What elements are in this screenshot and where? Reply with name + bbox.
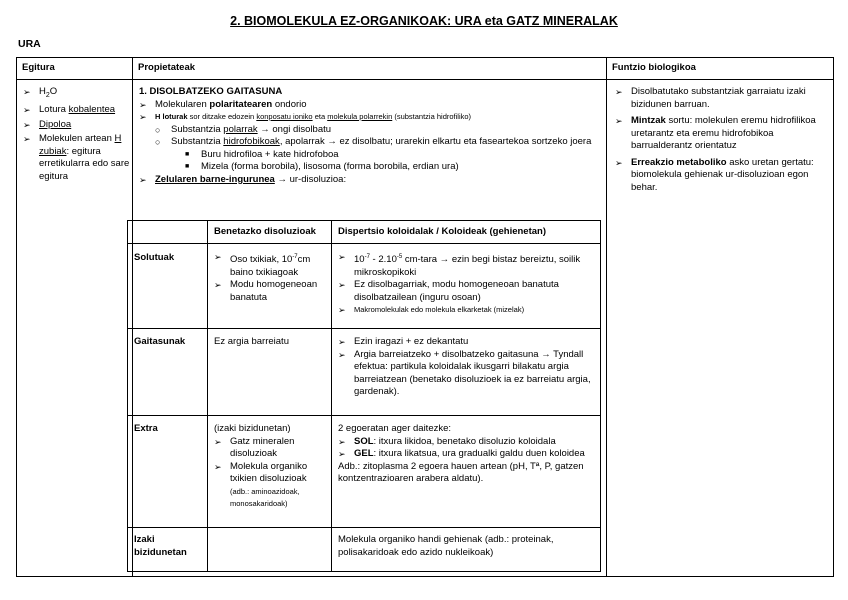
header-egitura: Egitura: [22, 62, 55, 73]
funtzioa-f3-b: asko uretan gertatu: biomolekula gehienak ur-disoluzioan egon behar.: [631, 156, 814, 193]
sol-b1-sup: -7: [292, 254, 298, 260]
ext-d0: 2 egoeratan ager daitezke:: [338, 423, 452, 434]
list-item: [23, 119, 131, 132]
funtzioa-f3-a: Erreakzio metaboliko: [631, 156, 727, 168]
sol-d1-s1: -7: [364, 254, 370, 260]
circle-bullet-icon: ○: [155, 124, 161, 135]
prop-s2-b: hidrofobikoak: [223, 136, 280, 147]
dipoloa-text: Dipoloa: [39, 118, 72, 130]
izaki-dispertsio: Molekula organiko handi gehienak (adb.: proteinak, polisakaridoak edo azido nukleikoak): [338, 534, 554, 558]
disoluzio-table: [127, 220, 601, 572]
sol-d2: Ez disolbagarriak, modu homogeneoan banatuta disolbatzailean (inguru osoan): [354, 279, 559, 303]
column-divider: [331, 221, 332, 571]
lotura-underlined: kobalentea: [68, 104, 116, 116]
prop-b3-a: Zelularen barne-ingurunea: [155, 173, 275, 185]
arrow-bullet-icon: ➢: [214, 280, 222, 291]
sol-b2: Modu homogeneoan banatuta: [230, 279, 318, 303]
list-item: [338, 436, 596, 449]
list-item: [139, 111, 609, 124]
header-funtzioa: Funtzio biologikoa: [612, 62, 696, 73]
ext-b0: (izaki bizidunetan): [214, 423, 291, 434]
list-item: [23, 86, 131, 102]
arrow-bullet-icon: ➢: [139, 99, 147, 110]
arrow-bullet-icon: ➢: [23, 105, 31, 116]
row-divider: [128, 527, 600, 528]
ext-d2-a: GEL: [354, 448, 374, 459]
list-item: [214, 251, 326, 279]
ext-b3: (adb.: aminoazidoak, monosakaridoak): [230, 486, 300, 508]
funtzioa-list: [615, 86, 825, 196]
row-divider: [128, 243, 600, 244]
prop-b2-d: eta: [312, 112, 328, 121]
arrow-bullet-icon: ➢: [214, 436, 222, 447]
h-zubiak-text: H zubiak: [39, 133, 122, 157]
sol-d1-b: - 2.10: [369, 254, 397, 266]
header-divider: [17, 79, 833, 80]
header-benetako: Benetazko disoluzioak: [214, 226, 316, 237]
gaitasunak-benetako: Ez argia barreiatu: [214, 336, 289, 347]
list-item: [338, 349, 596, 399]
extra-dispertsio: [338, 423, 596, 486]
ext-d1-b: : itxura likidoa, benetako disoluzio koloidala: [373, 435, 556, 447]
list-item: [139, 149, 609, 162]
sol-b1-a: Oso txikiak, 10: [230, 254, 293, 266]
h2o-text: H: [39, 86, 46, 97]
prop-s1-c: → ongi disolbatu: [257, 123, 332, 135]
molekulen-text-end: : egitura erretikularra edo sare egitura: [39, 145, 130, 182]
list-item: [214, 436, 328, 461]
list-item: [139, 136, 609, 149]
square-bullet-icon: ■: [185, 163, 190, 170]
arrow-bullet-icon: ➢: [338, 252, 346, 262]
arrow-bullet-icon: ➢: [214, 252, 222, 262]
list-item: [214, 461, 328, 511]
arrow-bullet-icon: ➢: [615, 116, 623, 126]
ext-d2-b: : itxura likatsua, ura gradualki galdu duen koloidea: [373, 448, 585, 459]
prop-b3-b: → ur-disoluzioa:: [274, 173, 347, 185]
extra-benetako: [214, 423, 328, 511]
arrow-bullet-icon: ➢: [615, 87, 623, 97]
row-label-gaitasunak: Gaitasunak: [134, 336, 186, 347]
h2o-text-end: O: [49, 86, 58, 97]
arrow-bullet-icon: ➢: [338, 305, 346, 316]
gait-d2: Argia barreiatzeko + disolbatzeko gaitasuna → Tyndall efektua: partikula koloidalak ikusgarri bilakatu argia barreiatzean (benetako disoluzioek ia ez barreiatu argia, gardenak).: [354, 348, 591, 397]
prop-b2-c: konposatu ioniko: [256, 112, 313, 121]
funtzioa-f2-b: sortu: molekulen eremu hidrofilikoa uretarantz eta eremu hidrofobikoa barrualderantz orientatuz: [631, 115, 816, 151]
page-title: 2. BIOMOLEKULA EZ-ORGANIKOAK: URA eta GATZ MINERALAK: [230, 14, 618, 28]
solutuak-benetako: [214, 251, 326, 304]
prop-b1-a: Molekularen: [155, 98, 210, 110]
prop-b2-e: molekula polarrekin: [327, 112, 393, 121]
row-label-extra: Extra: [134, 423, 158, 434]
list-item: [338, 448, 596, 461]
arrow-bullet-icon: ➢: [615, 157, 623, 168]
prop-b1-b: polaritatearen: [209, 98, 273, 110]
list-item: [139, 174, 609, 187]
row-divider: [128, 415, 600, 416]
arrow-bullet-icon: ➢: [338, 349, 346, 360]
h2o-subscript: 2: [45, 91, 50, 99]
list-item: [139, 161, 609, 174]
propietateak-content: [139, 86, 609, 186]
prop-s2-a: Substantzia: [171, 136, 224, 147]
prop-s2-c: , apolarrak → ez disolbatu; urarekin elkartu eta faseartekoa sortzeko joera: [279, 136, 592, 147]
lotura-text: Lotura: [39, 104, 69, 116]
list-item: [338, 279, 596, 304]
list-item: [615, 157, 825, 195]
ext-d3: Adb.: zitoplasma 2 egoera hauen artean (pH, Tª, P, gatzen kontzentrazioaren arabera aldatu).: [338, 460, 584, 484]
arrow-bullet-icon: ➢: [23, 119, 31, 130]
row-divider: [128, 328, 600, 329]
list-item: [139, 99, 609, 112]
prop-heading: 1. DISOLBATZEKO GAITASUNA: [139, 86, 283, 97]
gait-d1: Ezin iragazi + ez dekantatu: [354, 336, 469, 347]
header-dispertsio-b: Koloideak (gehienetan): [441, 226, 546, 237]
ext-b2: Molekula organiko txikien disoluzioak: [230, 460, 308, 484]
prop-b2-a: H loturak: [155, 112, 188, 121]
header-dispertsio: [338, 226, 546, 239]
prop-s1-a: Substantzia: [171, 123, 224, 135]
list-item: [23, 133, 131, 183]
sol-d1-a: 10: [354, 254, 365, 266]
header-dispertsio-a: Dispertsio koloidalak /: [338, 226, 442, 237]
list-item: [214, 279, 326, 304]
arrow-bullet-icon: ➢: [338, 436, 346, 447]
prop-b2-b: sor ditzake edozein: [187, 112, 257, 121]
arrow-bullet-icon: ➢: [23, 87, 31, 97]
ext-b1: Gatz mineralen disoluzioak: [230, 435, 295, 459]
column-divider: [207, 221, 208, 571]
arrow-bullet-icon: ➢: [338, 337, 346, 347]
molekulen-text: Molekulen artean: [39, 133, 115, 145]
section-heading: URA: [18, 38, 41, 50]
prop-s1-b: polarrak: [223, 123, 258, 135]
prop-t1: Buru hidrofiloa + kate hidrofoboa: [201, 148, 339, 160]
arrow-bullet-icon: ➢: [23, 134, 31, 145]
sol-d1-c: cm-tara → ezin begi bistaz bereiztu, soilik mikroskopikoki: [354, 254, 581, 278]
arrow-bullet-icon: ➢: [139, 112, 147, 122]
solutuak-dispertsio: [338, 251, 596, 317]
list-item: [338, 304, 596, 317]
list-item: [23, 104, 131, 117]
prop-t2: Mizela (forma borobila), lisosoma (forma borobila, erdian ura): [201, 161, 459, 172]
arrow-bullet-icon: ➢: [338, 280, 346, 291]
row-label-izaki: Izaki bizidunetan: [134, 534, 187, 558]
egitura-list: [23, 86, 131, 185]
list-item: [338, 336, 596, 349]
funtzioa-f1: Disolbatutako substantziak garraiatu izaki bizidunen barruan.: [631, 86, 806, 110]
arrow-bullet-icon: ➢: [139, 174, 147, 185]
arrow-bullet-icon: ➢: [214, 461, 222, 472]
funtzioa-f2-a: Mintzak: [631, 115, 666, 126]
header-propietateak: Propietateak: [138, 62, 196, 73]
circle-bullet-icon: ○: [155, 137, 161, 147]
gaitasunak-dispertsio: [338, 336, 596, 399]
list-item: [139, 124, 609, 137]
list-item: [615, 115, 825, 153]
prop-b2-f: (substantzia hidrofiliko): [392, 112, 472, 121]
list-item: [615, 86, 825, 111]
arrow-bullet-icon: ➢: [338, 449, 346, 459]
ext-d1-a: SOL: [354, 435, 374, 447]
sol-d3: Makromolekulak edo molekula elkarketak (mizelak): [354, 305, 525, 315]
prop-b1-c: ondorio: [272, 98, 307, 110]
list-item: [338, 251, 596, 279]
sol-d1-s2: -5: [396, 254, 403, 260]
square-bullet-icon: ■: [185, 150, 190, 158]
row-label-solutuak: Solutuak: [134, 252, 175, 263]
sol-b1-b: cm baino txikiagoak: [230, 254, 311, 278]
